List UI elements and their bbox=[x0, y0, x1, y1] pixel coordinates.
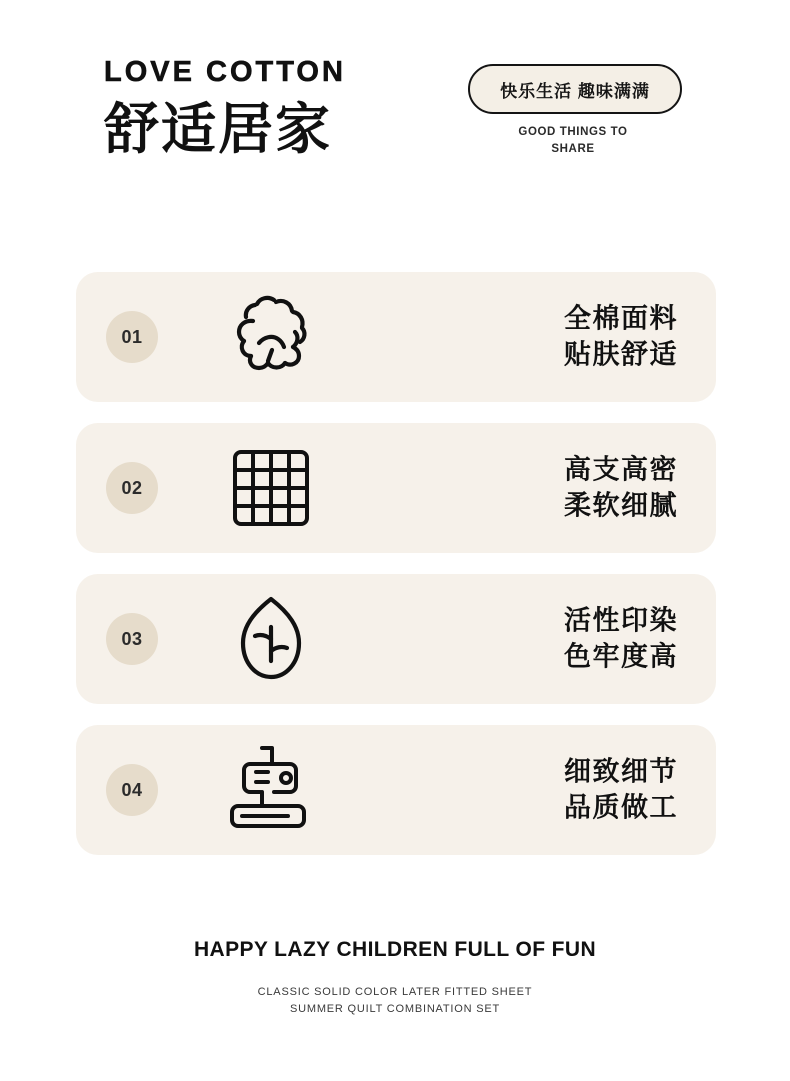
feature-text-03-line1: 活性印染 bbox=[564, 605, 678, 636]
feature-text-01-line2: 贴肤舒适 bbox=[564, 339, 678, 369]
feature-card-01 bbox=[76, 272, 716, 402]
feature-text-01-line1: 全棉面料 bbox=[564, 303, 678, 334]
brand-block bbox=[104, 58, 346, 161]
feature-list bbox=[76, 272, 716, 876]
feature-card-03 bbox=[76, 574, 716, 704]
feature-card-04 bbox=[76, 725, 716, 855]
brand-english-title: LOVE COTTON bbox=[104, 56, 346, 88]
feature-number-badge bbox=[106, 311, 158, 363]
feature-text-03-line2: 色牢度高 bbox=[564, 641, 678, 671]
feature-text-02-line2: 柔软细腻 bbox=[564, 490, 678, 520]
feature-number-badge bbox=[106, 462, 158, 514]
feature-number-label: 02 bbox=[121, 477, 143, 498]
feature-text-04 bbox=[564, 754, 678, 825]
brand-chinese-title: 舒适居家 bbox=[104, 98, 333, 160]
feature-text-04-line1: 细致细节 bbox=[564, 756, 678, 787]
slogan-pill bbox=[468, 64, 682, 114]
header-subtitle-line2: SHARE bbox=[551, 143, 595, 156]
feature-text-01 bbox=[564, 301, 678, 372]
feature-text-03 bbox=[564, 603, 678, 674]
feature-number-label: 03 bbox=[121, 628, 143, 649]
feature-card-02 bbox=[76, 423, 716, 553]
poster-header bbox=[0, 46, 790, 196]
footer-subtext-line2: SUMMER QUILT COMBINATION SET bbox=[289, 1003, 501, 1016]
feature-number-badge bbox=[106, 764, 158, 816]
footer-headline: HAPPY LAZY CHILDREN FULL OF FUN bbox=[193, 938, 597, 961]
fabric-grid-icon bbox=[186, 438, 356, 538]
slogan-pill-text: 快乐生活 趣味满满 bbox=[500, 81, 650, 101]
header-subtitle-line1: GOOD THINGS TO bbox=[518, 126, 628, 138]
feature-number-label: 01 bbox=[121, 326, 143, 347]
feature-number-badge bbox=[106, 613, 158, 665]
feature-number-label: 04 bbox=[121, 779, 143, 800]
header-subtitle bbox=[468, 124, 678, 159]
cotton-flower-icon bbox=[186, 287, 356, 387]
footer-subtext bbox=[0, 984, 790, 1018]
feature-text-04-line2: 品质做工 bbox=[564, 792, 678, 822]
leaf-eco-dye-icon bbox=[186, 589, 356, 689]
poster-footer bbox=[0, 938, 790, 1018]
sewing-machine-icon bbox=[186, 740, 356, 840]
feature-text-02 bbox=[564, 452, 678, 523]
footer-subtext-line1: CLASSIC SOLID COLOR LATER FITTED SHEET bbox=[257, 986, 533, 998]
feature-text-02-line1: 高支高密 bbox=[564, 454, 678, 485]
